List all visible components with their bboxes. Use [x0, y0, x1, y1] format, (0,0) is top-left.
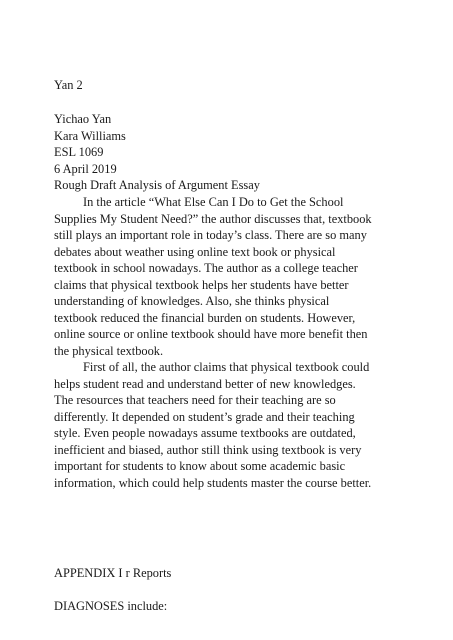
appendix-title: APPENDIX I r Reports [54, 566, 172, 580]
instructor-name: Kara Williams [54, 129, 126, 143]
paragraph-line: debates about weather using online text book or physical [54, 245, 336, 259]
page-number-header: Yan 2 [54, 78, 83, 92]
paragraph-line: information, which could help students master the course better. [54, 476, 372, 490]
paragraph-line: Supplies My Student Need?” the author discusses that, textbook [54, 212, 372, 226]
paragraph-line: understanding of knowledges. Also, she thinks physical [54, 294, 330, 308]
paragraph-line: important for students to know about some academic basic [54, 459, 346, 473]
paragraph-line: online source or online textbook should have more benefit then [54, 327, 368, 341]
paragraph-line: textbook reduced the financial burden on students. However, [54, 311, 356, 325]
paragraph-line: still plays an important role in today’s class. There are so many [54, 228, 367, 242]
paragraph-line: First of all, the author claims that physical textbook could [83, 360, 370, 374]
diagnoses-label: DIAGNOSES include: [54, 599, 168, 613]
paragraph-line: helps student read and understand better of new knowledges. [54, 377, 356, 391]
essay-title: Rough Draft Analysis of Argument Essay [54, 178, 260, 192]
paragraph-line: the physical textbook. [54, 344, 164, 358]
paragraph-line: textbook in school nowadays. The author as a college teacher [54, 261, 358, 275]
paragraph-line: differently. It depended on student’s grade and their teaching [54, 410, 355, 424]
paragraph-line: In the article “What Else Can I Do to Get the School [83, 195, 344, 209]
paragraph-line: style. Even people nowadays assume textbooks are outdated, [54, 426, 356, 440]
paragraph-line: claims that physical textbook helps her students have better [54, 278, 349, 292]
course-code: ESL 1069 [54, 145, 104, 159]
student-name: Yichao Yan [54, 112, 112, 126]
paragraph-line: The resources that teachers need for their teaching are so [54, 393, 336, 407]
essay-date: 6 April 2019 [54, 162, 117, 176]
paragraph-line: inefficient and biased, author still think using textbook is very [54, 443, 362, 457]
